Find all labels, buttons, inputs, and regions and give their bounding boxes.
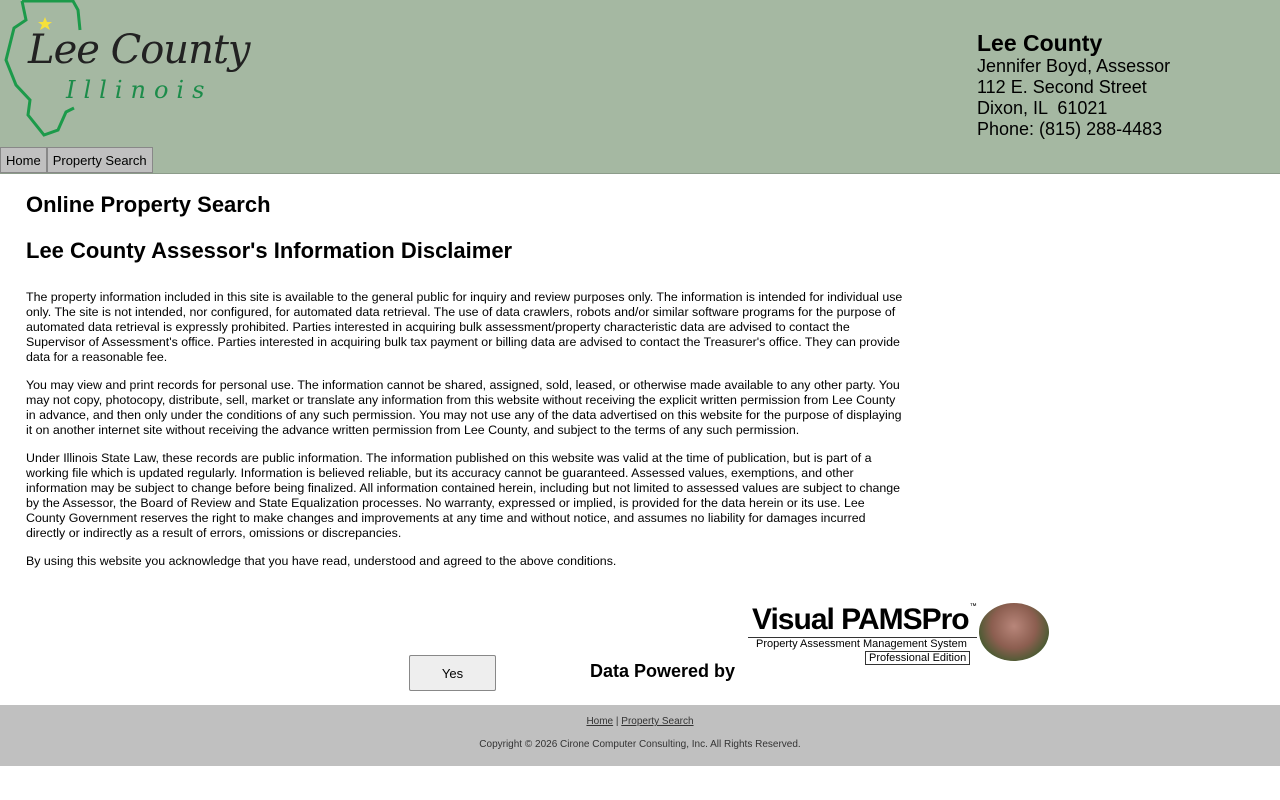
pams-title: Visual PAMSPro bbox=[752, 603, 969, 636]
site-header bbox=[0, 0, 1280, 174]
pams-edition: Professional Edition bbox=[865, 651, 970, 665]
copyright: Copyright © 2026 Cirone Computer Consulting, Inc. All Rights Reserved. bbox=[479, 739, 801, 750]
page-title: Online Property Search bbox=[26, 192, 271, 217]
footer-link-home[interactable]: Home bbox=[586, 716, 614, 727]
disclaimer-heading: Lee County Assessor's Information Disclaimer bbox=[26, 238, 513, 263]
disclaimer-paragraph: By using this website you acknowledge that you have read, understood and agreed to the above conditions. bbox=[26, 554, 617, 568]
assessor-contact bbox=[977, 30, 1170, 140]
pams-subtitle: Property Assessment Management System bbox=[756, 638, 967, 650]
powered-by-label: Data Powered by bbox=[590, 661, 736, 681]
lee-county-logo[interactable] bbox=[0, 0, 250, 140]
site-footer bbox=[0, 705, 1280, 766]
contact-assessor: Jennifer Boyd, Assessor bbox=[977, 56, 1171, 76]
house-photo-icon bbox=[979, 603, 1049, 661]
contact-phone: Phone: (815) 288-4483 bbox=[977, 119, 1163, 139]
logo-line-2: Illinois bbox=[66, 76, 213, 104]
top-nav bbox=[0, 147, 153, 173]
disclaimer-paragraph: The property information included in this site is available to the general public for inquiry and review purposes only. The information is intended for individual use only. The site is not intended, nor configured, for automated data retrieval. The use of data crawlers, robots and/or similar software programs for the purpose of automated data retrieval is expressly prohibited. Parties interested in acquiring bulk assessment/property characteristic data are advised to contact the Supervisor of Assessment's office. Parties interested in acquiring bulk tax payment or billing data are advised to contact the Treasurer's office. They can provide data for a reasonable fee. bbox=[26, 290, 903, 364]
pams-trademark: ™ bbox=[969, 603, 977, 610]
disclaimer-content bbox=[26, 192, 906, 582]
yes-agree-button[interactable]: Yes bbox=[409, 655, 496, 691]
contact-street: 112 E. Second Street bbox=[977, 77, 1147, 97]
logo-line-1: Lee County bbox=[28, 27, 250, 73]
nav-property-search[interactable]: Property Search bbox=[47, 147, 153, 173]
footer-separator: | bbox=[613, 716, 622, 727]
disclaimer-paragraph: You may view and print records for personal use. The information cannot be shared, assigned, sold, leased, or otherwise made available to any other party. You may not copy, photocopy, distribute, sell, market or translate any information from this website without receiving the explicit written permission from Lee County in advance, and then only under the conditions of any such permission. You may not use any of the data advertised on this website for the purpose of displaying it on another internet site without receiving the advance written permission from Lee County, and subject to the terms of any such permission. bbox=[26, 378, 902, 437]
footer-link-property-search[interactable]: Property Search bbox=[621, 716, 694, 727]
nav-home[interactable]: Home bbox=[0, 147, 47, 173]
contact-city: Dixon, IL 61021 bbox=[977, 98, 1108, 118]
disclaimer-paragraph: Under Illinois State Law, these records are public information. The information published on this website was valid at the time of publication, but is part of a working file which is updated regularly. Information is believed reliable, but its accuracy cannot be guaranteed. Assessed values, exemptions, and other information may be subject to change before being finalized. All information contained herein, including but not limited to assessed values are subject to change by the Assessor, the Board of Review and State Equalization processes. No warranty, expressed or implied, is provided for the data herein or its use. Lee County Government reserves the right to make changes and improvements at any time and without notice, and assumes no liability for damages incurred directly or indirectly as a result of errors, omissions or discrepancies. bbox=[26, 451, 901, 540]
contact-county: Lee County bbox=[977, 30, 1103, 56]
visual-pamspro-logo bbox=[748, 603, 1049, 665]
